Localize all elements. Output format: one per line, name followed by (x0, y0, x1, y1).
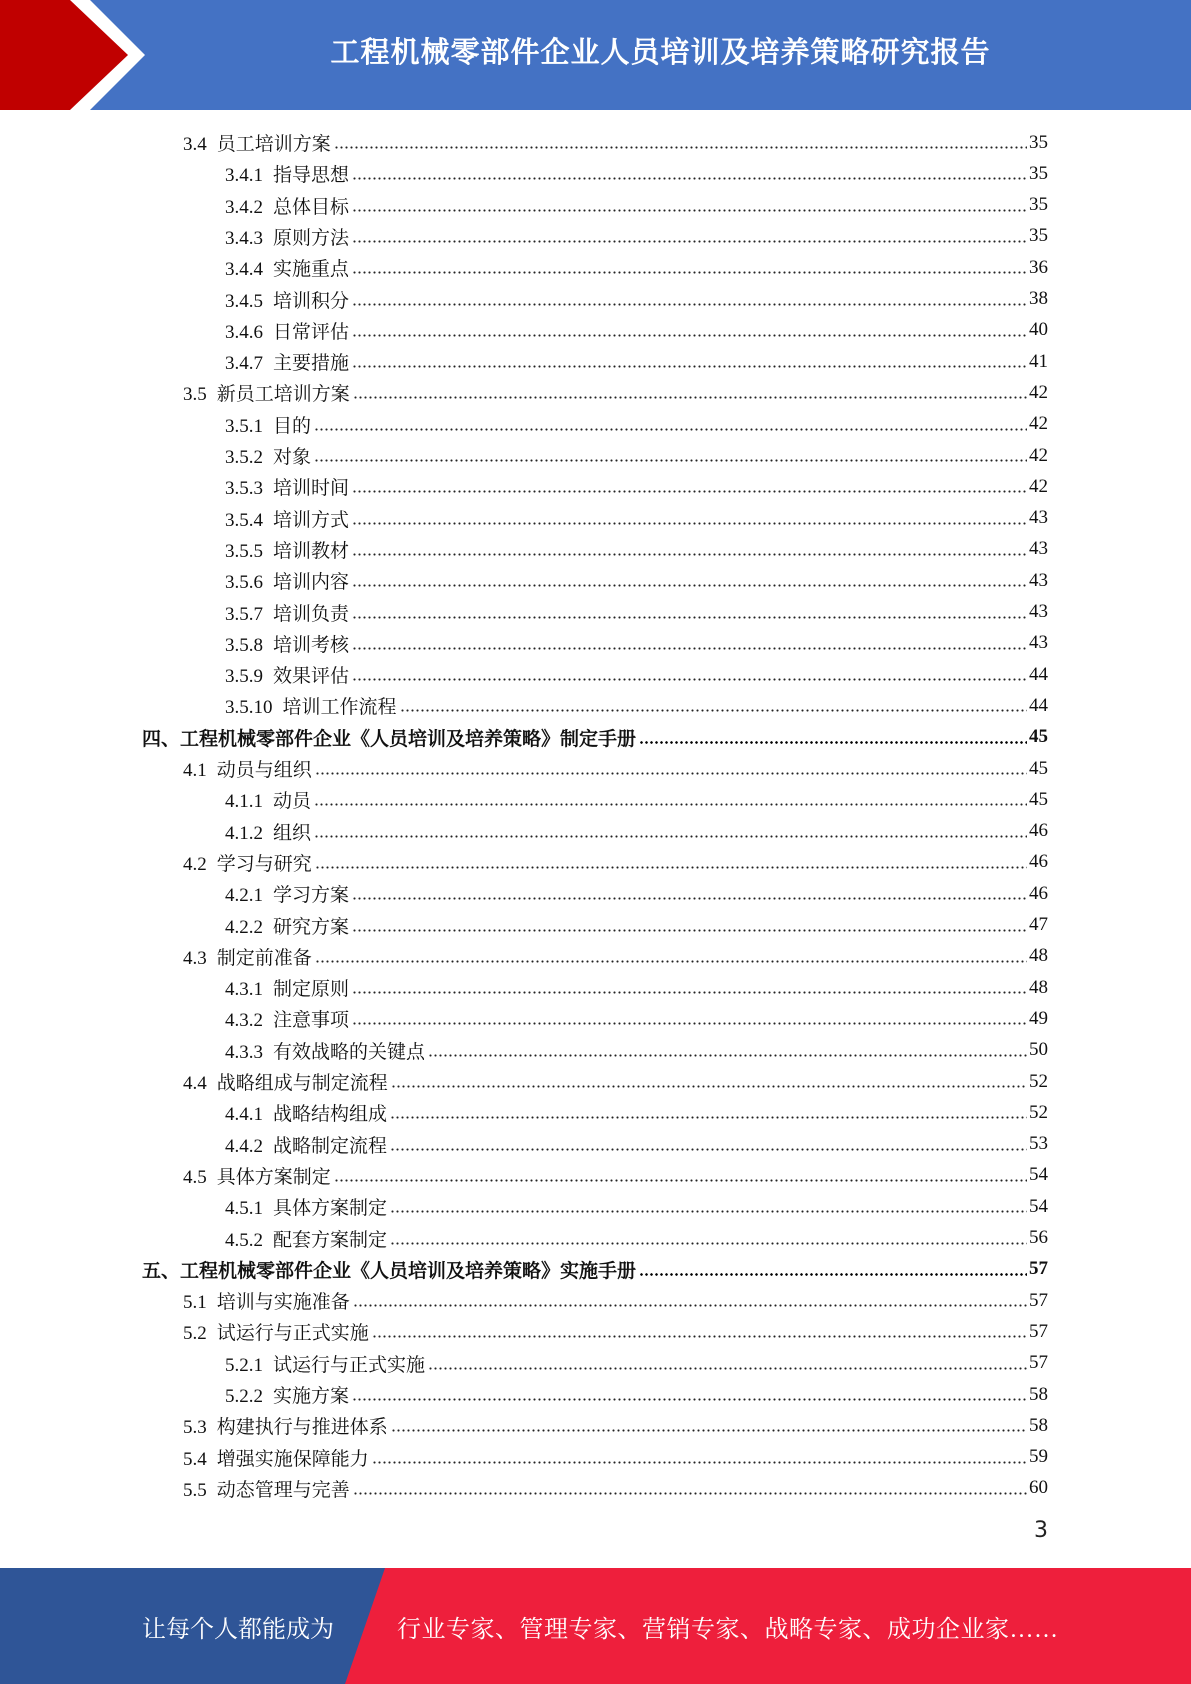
toc-entry-title: 动员 (273, 791, 312, 813)
page-header (0, 0, 1191, 110)
toc-entry-label (225, 1381, 349, 1408)
toc-entry[interactable] (225, 1035, 1048, 1066)
toc-dot-leader (352, 678, 1027, 681)
toc-dot-leader (334, 1179, 1027, 1182)
toc-entry[interactable] (225, 659, 1048, 690)
toc-entry[interactable] (183, 127, 1048, 158)
toc-dot-leader (390, 1210, 1027, 1213)
toc-entry-title: 研究方案 (273, 916, 350, 938)
toc-entry[interactable] (225, 346, 1048, 377)
toc-dot-leader (352, 647, 1027, 650)
toc-dot-leader (391, 1429, 1027, 1432)
toc-entry-number: 3.4.1 (225, 165, 263, 187)
toc-entry-title: 战略制定流程 (273, 1135, 388, 1157)
toc-entry-label (225, 192, 349, 219)
toc-dot-leader (334, 146, 1027, 149)
toc-dot-leader (353, 1304, 1027, 1307)
toc-entry[interactable] (183, 847, 1048, 878)
toc-entry-label (225, 1131, 387, 1158)
toc-dot-leader (352, 1022, 1027, 1025)
toc-entry-label (225, 411, 311, 438)
toc-dot-leader (352, 209, 1027, 212)
toc-entry-number: 3.5.10 (225, 697, 273, 719)
toc-entry-number: 3.5.3 (225, 478, 263, 500)
toc-entry-title: 战略组成与制定流程 (216, 1073, 388, 1094)
toc-dot-leader (314, 835, 1027, 838)
toc-entry-number: 4.5.2 (225, 1229, 263, 1251)
toc-entry-number: 3.4.6 (225, 321, 263, 343)
footer-slogan-right: 行业专家、管理专家、营销专家、战略专家、成功企业家…… (397, 1616, 1059, 1643)
toc-dot-leader (352, 522, 1027, 525)
toc-entry-number: 4.4.2 (225, 1135, 263, 1157)
toc-entry-number: 3.5.9 (225, 666, 263, 688)
toc-entry-page: 46 (1029, 851, 1048, 873)
toc-entry-title: 动态管理与完善 (216, 1479, 350, 1501)
page-number: 3 (1034, 1518, 1048, 1543)
toc-entry-title: 培训内容 (273, 572, 350, 594)
toc-entry-number: 4.1.1 (225, 791, 263, 813)
toc-entry-label (225, 1005, 349, 1032)
toc-entry-title: 培训负责 (273, 603, 350, 625)
toc-entry[interactable] (225, 1129, 1048, 1160)
toc-entry-title: 指导思想 (273, 165, 350, 187)
toc-entry-title: 构建执行与推进体系 (216, 1417, 388, 1439)
toc-entry-number: 5.4 (183, 1448, 207, 1470)
toc-dot-leader (372, 1335, 1027, 1338)
toc-entry[interactable] (225, 628, 1048, 659)
toc-entry-label (225, 1350, 425, 1377)
toc-entry-number: 5.2.1 (225, 1354, 263, 1376)
toc-entry-label (225, 223, 349, 250)
toc-dot-leader (352, 177, 1027, 180)
toc-entry-page: 40 (1029, 319, 1048, 341)
toc-entry-label (225, 348, 349, 375)
toc-entry-title: 员工培训方案 (216, 134, 331, 155)
toc-entry-number: 5.1 (183, 1292, 207, 1314)
toc-entry-label (225, 317, 349, 344)
toc-entry[interactable] (225, 158, 1048, 189)
toc-entry-title: 对象 (273, 447, 312, 468)
toc-entry[interactable] (225, 690, 1048, 721)
toc-entry-number: 5.2 (183, 1323, 207, 1345)
toc-entry-title: 配套方案制定 (273, 1229, 388, 1251)
toc-dot-leader (391, 1085, 1027, 1088)
toc-entry-page: 46 (1029, 882, 1048, 904)
toc-entry-label (183, 1287, 350, 1314)
toc-entry-label (225, 818, 311, 845)
toc-entry-number: 3.5.6 (225, 572, 263, 594)
toc-entry[interactable] (225, 565, 1048, 596)
toc-entry[interactable] (225, 315, 1048, 346)
toc-dot-leader (390, 1116, 1027, 1119)
toc-entry-title: 学习与研究 (216, 853, 312, 875)
toc-entry-title: 培训教材 (273, 540, 350, 562)
toc-entry-number: 4.1.2 (225, 822, 263, 844)
toc-entry-page: 41 (1029, 350, 1048, 372)
toc-entry-page: 49 (1029, 1007, 1048, 1029)
toc-dot-leader (372, 1461, 1027, 1464)
toc-entry-title: 实施方案 (273, 1386, 350, 1407)
toc-entry-title: 总体目标 (273, 196, 350, 218)
toc-entry-title: 具体方案制定 (216, 1166, 331, 1188)
toc-entry-page: 59 (1029, 1446, 1048, 1468)
toc-dot-leader (352, 897, 1027, 900)
toc-entry-title: 目的 (273, 415, 312, 437)
header-title: 工程机械零部件企业人员培训及培养策略研究报告 (330, 34, 991, 69)
toc-entry-title: 组织 (273, 822, 312, 844)
toc-entry-title: 培训工作流程 (282, 697, 397, 719)
toc-entry-label (183, 755, 312, 782)
toc-entry[interactable] (225, 1223, 1048, 1254)
toc-entry[interactable] (225, 221, 1048, 252)
toc-entry-label (225, 160, 349, 187)
toc-entry-title: 动员与组织 (216, 760, 312, 781)
toc-entry[interactable] (225, 440, 1048, 471)
toc-entry[interactable] (225, 910, 1048, 941)
toc-entry-label (225, 786, 311, 813)
toc-entry-number: 3.4.7 (225, 353, 263, 375)
toc-entry[interactable] (183, 377, 1048, 408)
toc-entry-label (183, 1162, 331, 1189)
toc-entry[interactable] (225, 1379, 1048, 1410)
toc-entry-number: 4.5.1 (225, 1198, 263, 1220)
toc-entry[interactable] (183, 1316, 1048, 1347)
toc-dot-leader (315, 772, 1027, 775)
toc-entry-page: 43 (1029, 569, 1048, 591)
toc-entry-page: 48 (1029, 945, 1048, 967)
toc-entry-page: 57 (1029, 1258, 1048, 1280)
toc-entry-number: 4.3.3 (225, 1041, 263, 1063)
toc-entry-number: 4.3.1 (225, 979, 263, 1001)
toc-entry-number: 4.2.1 (225, 885, 263, 907)
toc-dot-leader (428, 1054, 1027, 1057)
toc-entry-title: 制定原则 (273, 979, 350, 1001)
toc-entry-page: 43 (1029, 507, 1048, 529)
toc-entry-page: 43 (1029, 601, 1048, 622)
toc-dot-leader (352, 1398, 1027, 1401)
toc-entry-number: 4.2 (183, 853, 207, 875)
toc-entry-label (225, 912, 349, 939)
toc-entry[interactable] (225, 816, 1048, 847)
toc-dot-leader (352, 616, 1027, 619)
toc-entry-number: 3.4.3 (225, 227, 263, 249)
toc-entry-page: 35 (1029, 131, 1048, 153)
toc-entry-page: 50 (1029, 1039, 1048, 1061)
toc-entry-label (183, 1444, 369, 1471)
toc-entry[interactable] (225, 1097, 1048, 1128)
toc-entry-label (142, 724, 636, 751)
toc-entry-page: 60 (1029, 1477, 1048, 1499)
toc-entry-label (225, 286, 349, 313)
toc-entry-title: 具体方案制定 (273, 1198, 388, 1220)
toc-entry-page: 57 (1029, 1289, 1048, 1311)
toc-dot-leader (428, 1367, 1027, 1370)
toc-entry-label (225, 880, 349, 907)
toc-entry-page: 35 (1029, 225, 1048, 247)
toc-entry-page: 42 (1029, 475, 1048, 497)
toc-entry-page: 52 (1029, 1070, 1048, 1092)
toc-entry-page: 57 (1029, 1352, 1048, 1374)
toc-entry[interactable] (142, 722, 1048, 753)
toc-dot-leader (353, 1492, 1027, 1495)
toc-entry-title: 新员工培训方案 (216, 384, 350, 406)
toc-entry-number: 4.5 (183, 1166, 207, 1188)
toc-entry[interactable] (225, 597, 1048, 628)
toc-entry-label (142, 1256, 636, 1283)
toc-dot-leader (639, 741, 1027, 744)
toc-entry-label (225, 974, 349, 1001)
page-footer (0, 1568, 1191, 1684)
toc-entry[interactable] (225, 503, 1048, 534)
toc-dot-leader (352, 240, 1027, 243)
toc-entry-title: 试运行与正式实施 (273, 1354, 426, 1376)
toc-entry[interactable] (225, 409, 1048, 440)
toc-entry-title: 培训方式 (273, 509, 350, 531)
toc-entry[interactable] (225, 471, 1048, 502)
toc-dot-leader (315, 960, 1027, 963)
toc-dot-leader (400, 709, 1027, 712)
toc-entry-page: 47 (1029, 914, 1048, 935)
toc-entry-page: 42 (1029, 413, 1048, 435)
toc-entry[interactable] (225, 1003, 1048, 1034)
toc-entry-page: 45 (1029, 726, 1048, 748)
toc-entry-page: 53 (1029, 1133, 1048, 1155)
footer-slogan-left: 让每个人都能成为 (142, 1616, 334, 1643)
toc-dot-leader (352, 271, 1027, 274)
toc-entry-label (225, 599, 349, 626)
toc-entry-page: 54 (1029, 1164, 1048, 1186)
toc-entry-number: 5.2.2 (225, 1386, 263, 1407)
toc-entry-title: 四、工程机械零部件企业《人员培训及培养策略》制定手册 (142, 728, 637, 750)
toc-entry-label (225, 505, 349, 532)
toc-entry[interactable] (142, 1254, 1048, 1285)
toc-entry-title: 注意事项 (273, 1010, 350, 1032)
toc-entry-number: 5.5 (183, 1479, 207, 1501)
toc-entry-page: 45 (1029, 757, 1048, 779)
toc-entry[interactable] (183, 1285, 1048, 1316)
toc-entry-number: 3.4 (183, 134, 207, 155)
toc-entry-label (183, 1475, 350, 1502)
toc-entry-title: 五、工程机械零部件企业《人员培训及培养策略》实施手册 (142, 1260, 637, 1282)
toc-entry-title: 实施重点 (273, 259, 350, 281)
toc-entry-title: 培训积分 (273, 290, 350, 312)
toc-entry-page: 45 (1029, 788, 1048, 810)
toc-entry-page: 52 (1029, 1101, 1048, 1123)
toc-entry-title: 培训与实施准备 (216, 1292, 350, 1314)
toc-dot-leader (352, 365, 1027, 368)
toc-entry[interactable] (225, 534, 1048, 565)
toc-entry[interactable] (225, 284, 1048, 315)
toc-entry[interactable] (183, 941, 1048, 972)
toc-entry-number: 3.4.5 (225, 290, 263, 312)
toc-entry-number: 3.5.7 (225, 603, 263, 625)
toc-entry-label (225, 1225, 387, 1252)
toc-entry-number: 3.4.4 (225, 259, 263, 281)
toc-entry-number: 3.5.5 (225, 540, 263, 562)
toc-entry-number: 4.1 (183, 760, 207, 781)
toc-entry[interactable] (183, 753, 1048, 784)
toc-entry-label (225, 567, 349, 594)
toc-entry-number: 4.4.1 (225, 1104, 263, 1126)
toc-entry-label (225, 536, 349, 563)
toc-entry-page: 57 (1029, 1320, 1048, 1342)
toc-entry-label (225, 473, 349, 500)
toc-entry-label (183, 943, 312, 970)
toc-dot-leader (390, 1148, 1027, 1151)
toc-entry-page: 54 (1029, 1195, 1048, 1217)
toc-entry-title: 培训时间 (273, 478, 350, 500)
toc-entry-page: 56 (1029, 1227, 1048, 1248)
toc-entry[interactable] (183, 1473, 1048, 1504)
toc-dot-leader (352, 303, 1027, 306)
toc-dot-leader (352, 334, 1027, 337)
toc-entry[interactable] (183, 1442, 1048, 1473)
toc-entry-label (183, 129, 331, 156)
toc-entry-title: 制定前准备 (216, 947, 312, 969)
toc-entry[interactable] (225, 878, 1048, 909)
toc-entry-label (225, 630, 349, 657)
toc-entry-page: 58 (1029, 1414, 1048, 1436)
toc-entry-page: 58 (1029, 1383, 1048, 1405)
toc-entry[interactable] (183, 1410, 1048, 1441)
toc-entry-title: 原则方法 (273, 227, 350, 249)
toc-entry-title: 增强实施保障能力 (216, 1448, 369, 1470)
toc-entry-label (225, 1099, 387, 1126)
toc-entry-number: 3.5 (183, 384, 207, 406)
toc-entry-label (225, 661, 349, 688)
toc-entry-label (183, 849, 312, 876)
toc-entry-title: 主要措施 (273, 353, 350, 375)
toc-entry-label (225, 1193, 387, 1220)
toc-dot-leader (352, 553, 1027, 556)
toc-dot-leader (352, 584, 1027, 587)
toc-entry[interactable] (183, 1160, 1048, 1191)
toc-entry[interactable] (225, 972, 1048, 1003)
toc-dot-leader (314, 459, 1027, 462)
toc-entry-number: 4.3 (183, 947, 207, 969)
toc-entry[interactable] (225, 1348, 1048, 1379)
toc-dot-leader (639, 1273, 1027, 1276)
toc-entry[interactable] (183, 1066, 1048, 1097)
toc-dot-leader (352, 991, 1027, 994)
toc-entry-page: 44 (1029, 694, 1048, 716)
toc-entry[interactable] (225, 784, 1048, 815)
toc-entry-number: 3.5.1 (225, 415, 263, 437)
toc-entry-page: 42 (1029, 444, 1048, 466)
toc-dot-leader (352, 929, 1027, 932)
toc-entry-title: 战略结构组成 (273, 1104, 388, 1126)
toc-entry-page: 43 (1029, 538, 1048, 560)
toc-entry-page: 42 (1029, 381, 1048, 403)
toc-entry-title: 效果评估 (273, 666, 350, 688)
toc-entry-label (183, 1318, 369, 1345)
toc-dot-leader (314, 803, 1027, 806)
toc-dot-leader (315, 866, 1027, 869)
toc-entry[interactable] (225, 1191, 1048, 1222)
toc-entry-number: 3.5.8 (225, 634, 263, 656)
toc-entry-number: 5.3 (183, 1417, 207, 1439)
toc-entry[interactable] (225, 252, 1048, 283)
toc-dot-leader (390, 1242, 1027, 1245)
toc-entry-label (183, 379, 350, 406)
toc-entry-title: 有效战略的关键点 (273, 1041, 426, 1063)
toc-entry-title: 试运行与正式实施 (216, 1323, 369, 1345)
toc-entry-label (183, 1412, 388, 1439)
toc-entry-title: 日常评估 (273, 321, 350, 343)
toc-entry-number: 4.2.2 (225, 916, 263, 938)
toc-entry-title: 培训考核 (273, 634, 350, 656)
toc-entry-page: 35 (1029, 194, 1048, 216)
toc-entry-page: 36 (1029, 256, 1048, 278)
toc-entry-number: 3.5.2 (225, 447, 263, 468)
toc-entry-label (225, 442, 311, 469)
toc-dot-leader (353, 396, 1027, 399)
toc-entry[interactable] (225, 190, 1048, 221)
toc-entry-page: 48 (1029, 976, 1048, 998)
toc-entry-page: 44 (1029, 663, 1048, 685)
toc-entry-page: 38 (1029, 288, 1048, 309)
toc-dot-leader (314, 428, 1027, 431)
toc-entry-label (225, 254, 349, 281)
toc-entry-page: 35 (1029, 162, 1048, 184)
toc-dot-leader (352, 490, 1027, 493)
toc-entry-number: 4.3.2 (225, 1010, 263, 1032)
toc-entry-page: 46 (1029, 820, 1048, 842)
toc-entry-label (225, 1037, 425, 1064)
toc-entry-title: 学习方案 (273, 885, 350, 907)
toc-entry-number: 3.4.2 (225, 196, 263, 218)
toc-entry-page: 43 (1029, 632, 1048, 654)
toc-entry-label (225, 692, 397, 719)
toc-entry-label (183, 1068, 388, 1095)
toc-entry-number: 4.4 (183, 1073, 207, 1094)
toc-entry-number: 3.5.4 (225, 509, 263, 531)
